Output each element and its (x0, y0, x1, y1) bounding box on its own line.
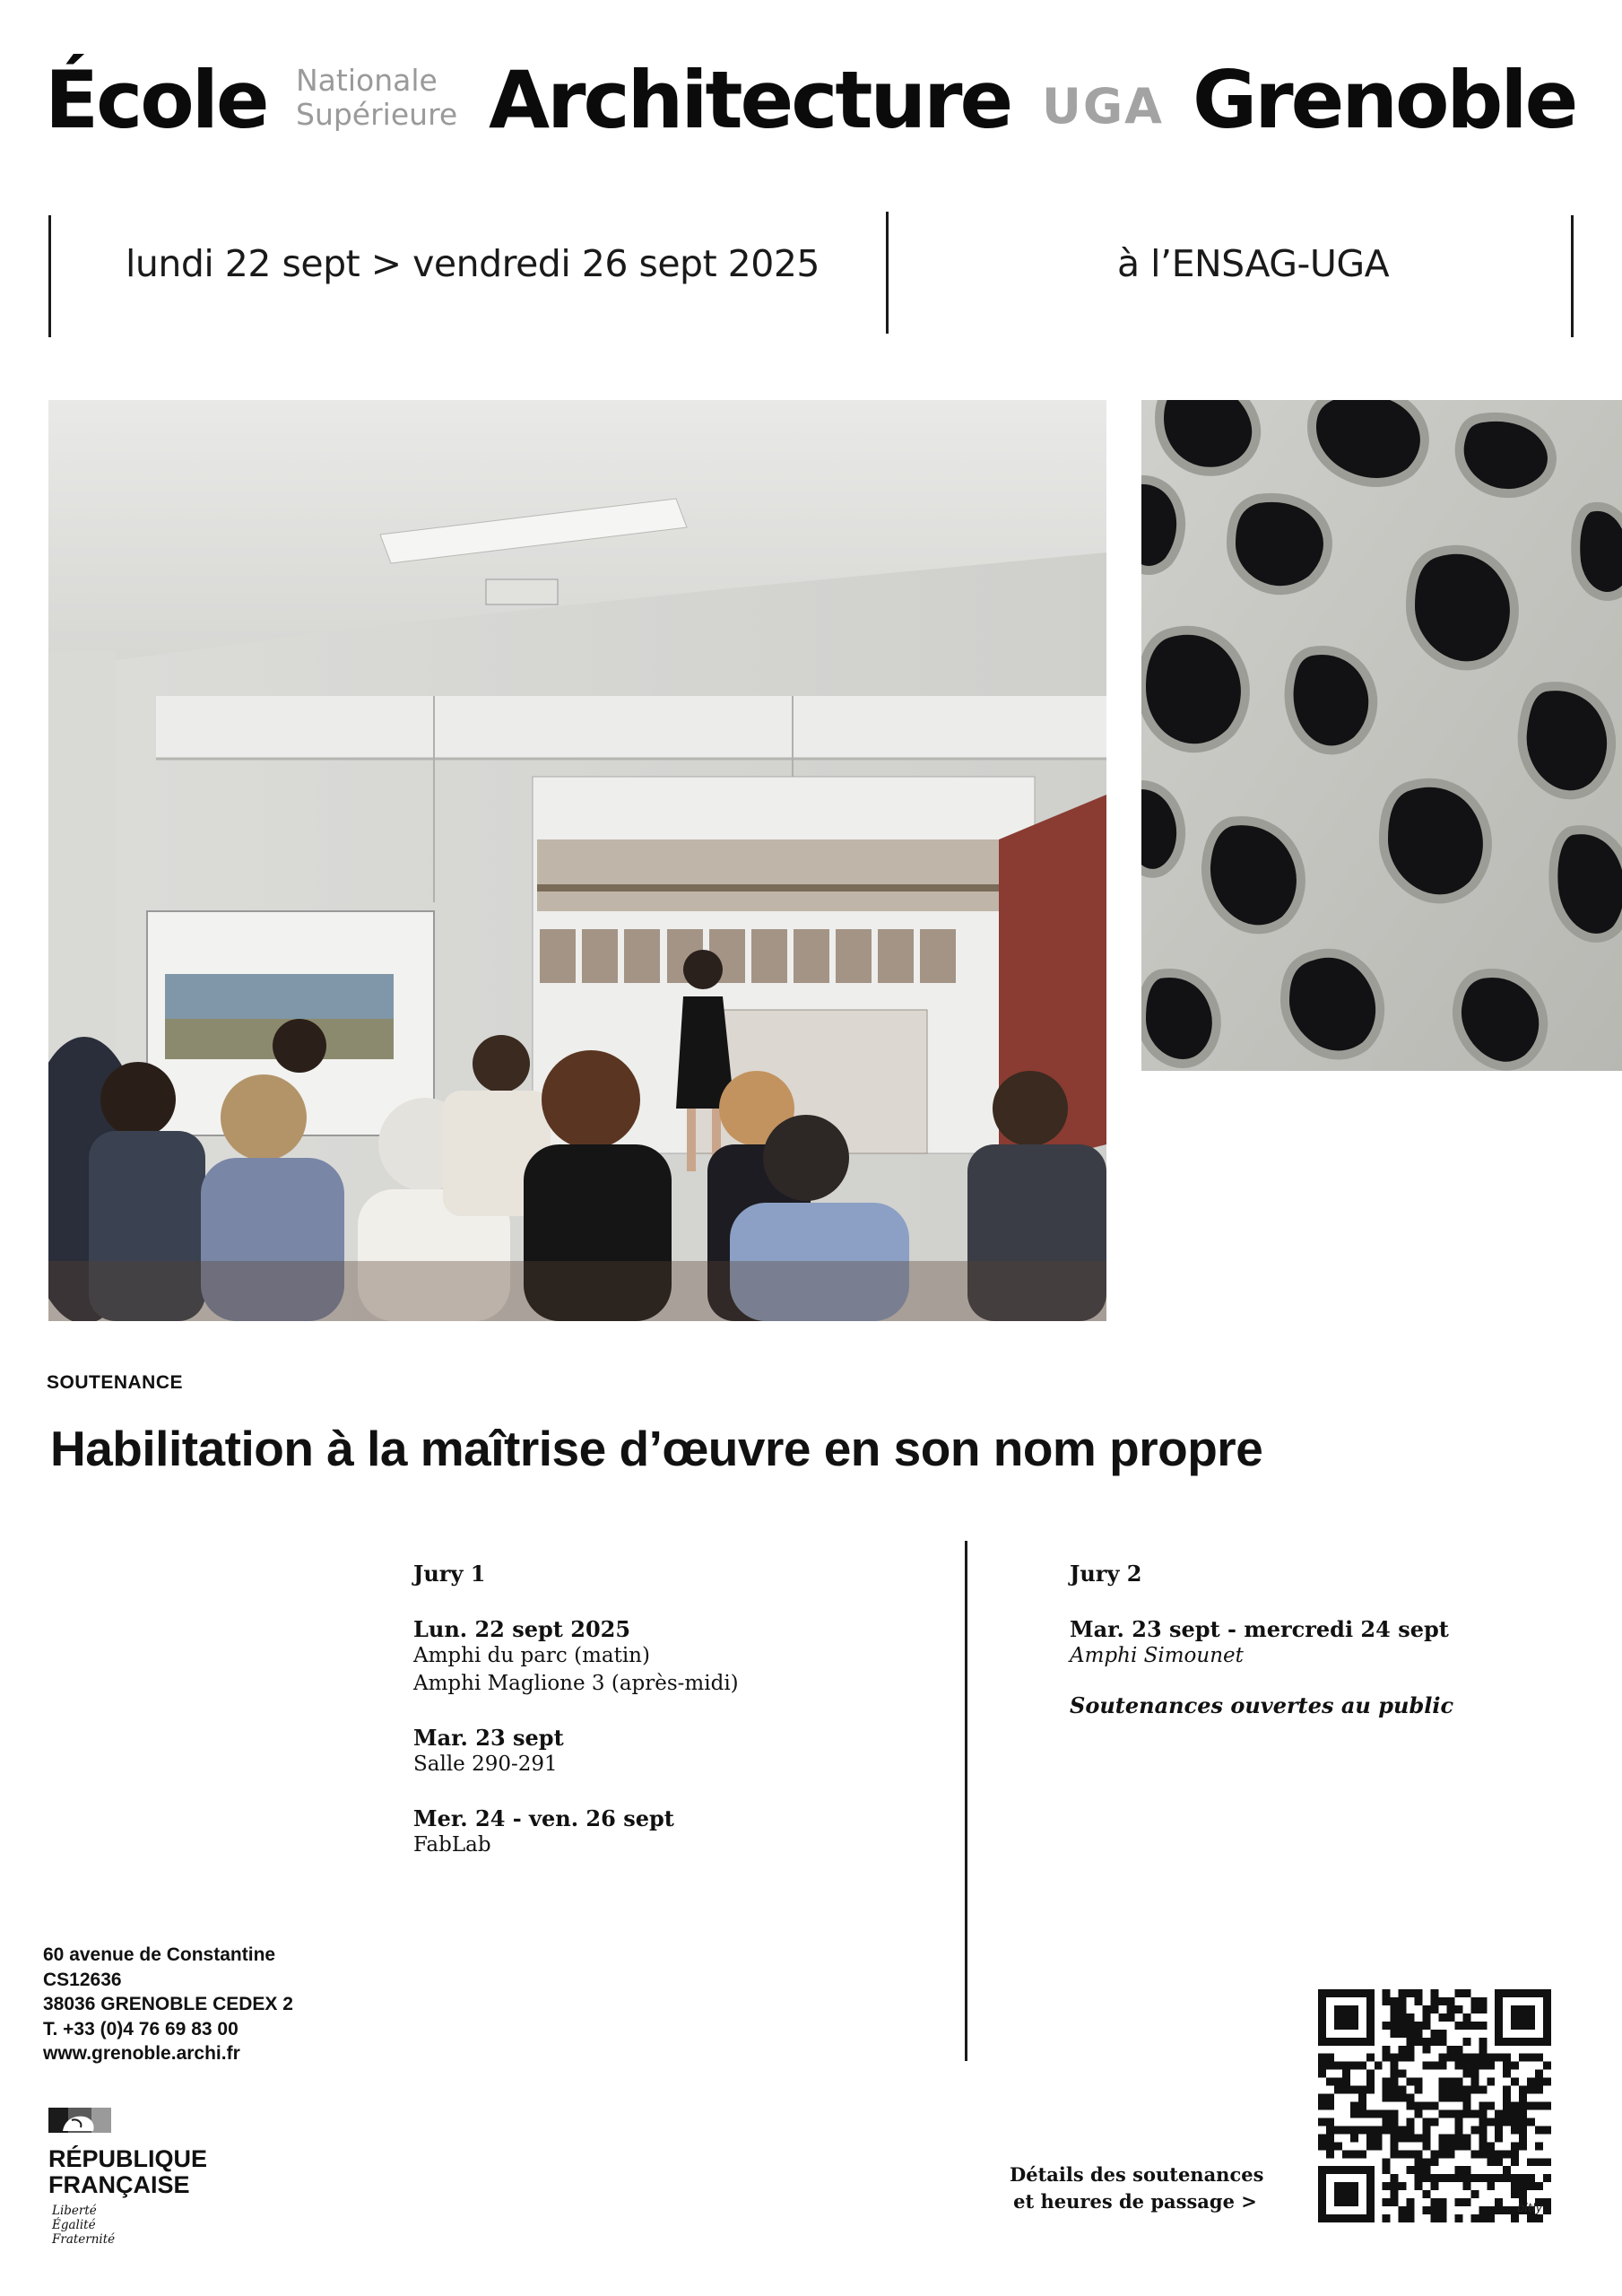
event-title: Habilitation à la maîtrise d’œuvre en son nom propre (50, 1421, 1263, 1476)
jury1-slot (413, 1616, 933, 1698)
nationale-word: Nationale (296, 63, 438, 98)
bitly-logo: bitly (1517, 2202, 1543, 2215)
ecole-word: École (45, 54, 267, 146)
rf-line1: RÉPUBLIQUE (48, 2145, 208, 2172)
motto-egalite: Égalité (52, 2218, 96, 2232)
date-range: lundi 22 sept > vendredi 26 sept 2025 (126, 242, 820, 285)
address-line: CS12636 (43, 1969, 122, 1990)
jury1-slot-day: Mer. 24 - ven. 26 sept (413, 1805, 674, 1831)
rf-line2: FRANÇAISE (48, 2171, 190, 2198)
uga-logo (1042, 79, 1178, 138)
motto-fraternite: Fraternité (52, 2232, 116, 2247)
school-address (43, 1943, 293, 2066)
website-link[interactable]: www.grenoble.archi.fr (43, 2043, 240, 2064)
jury-divider (965, 1541, 967, 2061)
public-notice: Soutenances ouvertes au public (1070, 1692, 1454, 1718)
motto-liberte: Liberté (52, 2204, 97, 2218)
superieure-word: Supérieure (296, 97, 458, 132)
divider-right (1571, 215, 1574, 337)
jury1-slot (413, 1805, 933, 1859)
presentation-photo-art (48, 400, 1106, 1321)
presentation-photo (48, 400, 1106, 1321)
marianne-icon (48, 2108, 111, 2133)
address-line: 38036 GRENOBLE CEDEX 2 (43, 1994, 293, 2014)
qr-caption[interactable] (1010, 2161, 1264, 2215)
jury2-title: Jury 2 (1070, 1561, 1142, 1587)
uga-letters: UGA (1042, 78, 1164, 135)
address-line: 60 avenue de Constantine (43, 1944, 276, 1965)
jury1-title: Jury 1 (413, 1561, 486, 1587)
jury1-slot-place: Salle 290-291 (413, 1752, 558, 1776)
republique-francaise-logo (48, 2108, 207, 2247)
event-location: à l’ENSAG-UGA (1117, 242, 1390, 285)
jury1-slot-place: Amphi du parc (matin) (413, 1644, 650, 1667)
facade-model-photo (1141, 400, 1622, 1071)
jury1-slot-place: Amphi Maglione 3 (après-midi) (413, 1672, 739, 1695)
facade-model-photo-art (1141, 400, 1622, 1071)
jury1-slot (413, 1725, 933, 1779)
qr-caption-line1: Détails des soutenances (1010, 2163, 1264, 2186)
jury1-slot-place: FabLab (413, 1833, 491, 1857)
phone-number: T. +33 (0)4 76 69 83 00 (43, 2018, 239, 2039)
jury2-day: Mar. 23 sept - mercredi 24 sept (1070, 1616, 1449, 1642)
jury1-slot-day: Lun. 22 sept 2025 (413, 1616, 631, 1642)
divider-left (48, 215, 51, 337)
qr-code[interactable] (1318, 1989, 1551, 2222)
jury1-slot-day: Mar. 23 sept (413, 1725, 564, 1751)
event-kicker: SOUTENANCE (47, 1372, 184, 1393)
qr-code-image (1318, 1989, 1551, 2222)
jury2-column (1070, 1561, 1590, 1718)
jury2-place: Amphi Simounet (1070, 1644, 1244, 1667)
architecture-word: Architecture (489, 54, 1011, 146)
divider-middle (886, 212, 889, 334)
grenoble-word: Grenoble (1193, 54, 1576, 146)
jury1-column (413, 1561, 933, 1859)
qr-caption-line2: et heures de passage > (1013, 2190, 1257, 2213)
